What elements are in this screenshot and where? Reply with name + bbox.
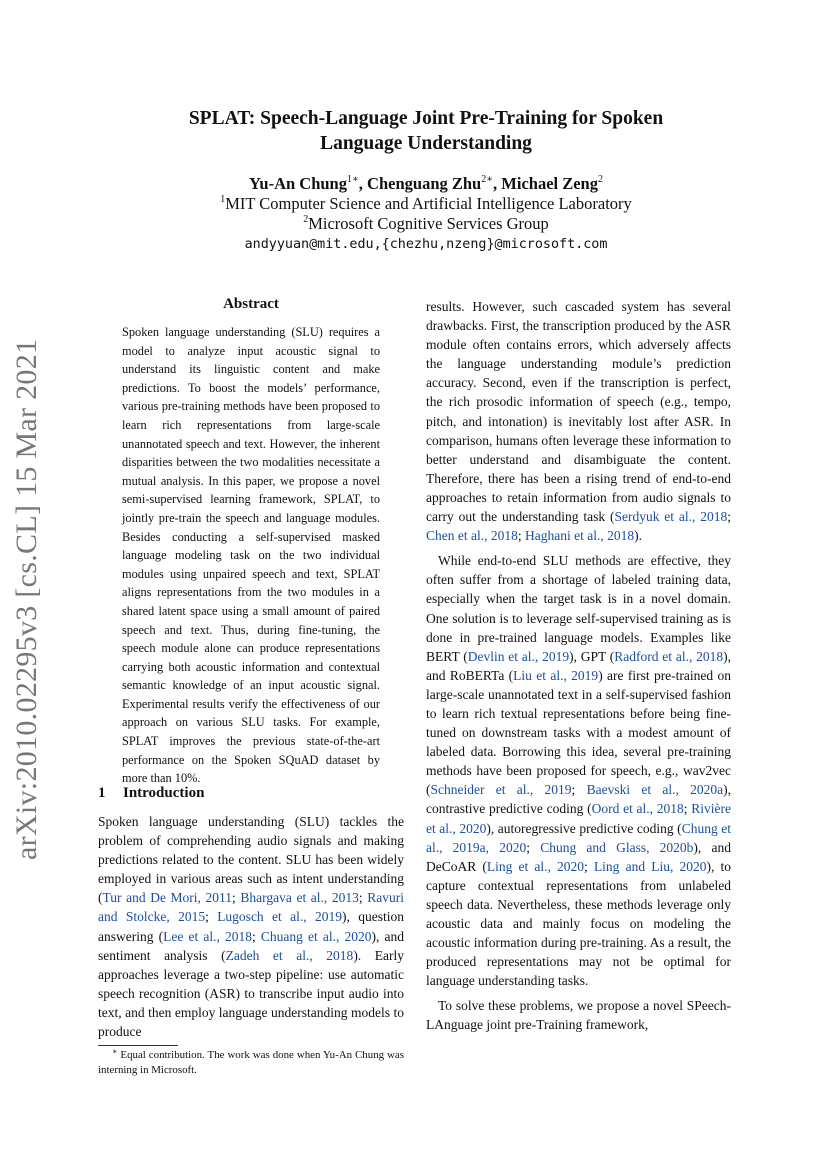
citation-link[interactable]: Serdyuk et al., 2018 [614, 509, 728, 525]
text-run: ; [251, 928, 261, 944]
author-3: Michael Zeng [501, 174, 598, 193]
section-title: Introduction [123, 785, 205, 801]
text-run: To solve these problems, we propose a novel SPeech-LAnguage joint pre-Training framework, [426, 998, 731, 1033]
citation-link[interactable]: Chung and Glass, 2020b [540, 839, 694, 855]
author-names: Yu-An Chung$^{1∗}$, Chenguang Zhu$^{2∗}$, Michael Zeng$^2$ [249, 174, 603, 193]
citation-link[interactable]: Tur and De Mori, 2011 [102, 890, 233, 906]
text-run: ; [584, 858, 594, 874]
paper-title [110, 106, 742, 156]
citation-link[interactable]: Schneider et al., 2019 [430, 782, 572, 798]
section-number: 1 [98, 785, 106, 801]
text-run: ; [683, 801, 692, 817]
text-run: ; [571, 782, 587, 798]
text-run: ), to capture contextual representations from unlabeled speech data. Nevertheless, these methods leverage only acoustic data and mainly focus on modeling the acoustic information during pre-training. As a result, the produced representations may not be optimal for language understanding tasks. [426, 858, 731, 989]
citation-link[interactable]: Oord et al., 2018 [591, 801, 684, 817]
right-paragraph-2 [426, 551, 731, 990]
citation-link[interactable]: Bhargava et al., 2013 [240, 890, 359, 906]
citation-link[interactable]: Devlin et al., 2019 [467, 648, 570, 664]
affiliation-1 [110, 194, 742, 214]
title-line-1: SPLAT: Speech-Language Joint Pre-Training for Spoken [188, 108, 664, 129]
footnote-text: Equal contribution. The work was done when Yu-An Chung was interning in Microsoft. [98, 1049, 404, 1076]
title-line-2: Language Understanding [320, 133, 532, 154]
text-run: ), and RoBERTa ( [426, 648, 731, 683]
text-run: ; [526, 839, 541, 855]
footnote-mark: ∗ [112, 1047, 118, 1056]
author-emails: andyyuan@mit.edu,{chezhu,nzeng}@microsoft.com [244, 237, 608, 252]
intro-column-left [98, 812, 404, 1041]
affiliation-2-text: Microsoft Cognitive Services Group [308, 214, 549, 233]
text-run: ). Early approaches leverage a two-step pipeline: use automatic speech recognition (ASR) to transcribe input audio into text, and then employ language understanding models to produce [98, 947, 404, 1040]
citation-link[interactable]: Chen et al., 2018 [426, 528, 518, 544]
text-run: While end-to-end SLU methods are effective, they often suffer from a shortage of labeled training data, especially when the target task is in a novel domain. One solution is to leverage self-supervised training as is done in pre-trained language models. Examples like BERT ( [426, 553, 731, 664]
author-2: Chenguang Zhu [367, 174, 482, 193]
text-run: ), contrastive predictive coding ( [426, 782, 731, 817]
text-run: ), and DeCoAR ( [426, 839, 731, 874]
citation-link[interactable]: Chung et al., 2019a, 2020 [426, 820, 731, 855]
text-run: ), GPT ( [569, 648, 615, 664]
abstract-heading: Abstract [223, 296, 279, 312]
citation-link[interactable]: Lee et al., 2018 [163, 928, 252, 944]
text-run: ; [517, 528, 525, 544]
citation-link[interactable]: Baevski et al., 2020a [586, 782, 724, 798]
footnote-rule [98, 1045, 178, 1046]
intro-paragraph-1 [98, 812, 404, 1041]
right-paragraph-1 [426, 297, 731, 545]
citation-link[interactable]: Ravuri and Stolcke, 2015 [98, 890, 404, 925]
text-run: ) are first pre-trained on large-scale unannotated text in a self-supervised fashion to learn rich textual representations before being fine-tuned on downstream tasks with a modest amount of labeled data. Borrowing this idea, several pre-training methods have been proposed for speech, e.g., wav2vec ( [426, 667, 731, 798]
right-paragraph-3 [426, 996, 731, 1034]
affiliation-2 [110, 214, 742, 234]
arxiv-identifier: arXiv:2010.02295v3 [cs.CL] 15 Mar 2021 [10, 338, 43, 860]
text-run: results. However, such cascaded system has several drawbacks. First, the transcription produced by the ASR module often contains errors, which adversely affects the language understanding module’s prediction accuracy. Second, even if the transcription is perfect, the rich prosodic information of speech (e.g., tempo, pitch, and intonation) is inevitably lost after ASR. In comparison, humans often leverage these information to better understand and disambiguate the content. Therefore, there has been a rising trend of end-to-end approaches to retain information from audio signals to carry out the understanding task ( [426, 299, 731, 525]
citation-link[interactable]: Haghani et al., 2018 [525, 528, 635, 544]
citation-link[interactable]: Zadeh et al., 2018 [225, 947, 354, 963]
text-run: ; [232, 890, 241, 906]
citation-link[interactable]: Liu et al., 2019 [513, 667, 599, 683]
author-3-mark: 2 [597, 174, 603, 185]
citation-link[interactable]: Ling and Liu, 2020 [593, 858, 707, 874]
affiliation-1-mark: 1 [220, 194, 226, 205]
text-run: ). [634, 528, 642, 544]
text-run: ; [727, 509, 731, 525]
text-run: ), and sentiment analysis ( [98, 928, 404, 963]
text-run: ), question answering ( [98, 909, 404, 944]
text-run: ), autoregressive predictive coding ( [486, 820, 682, 836]
affiliation-1-text: MIT Computer Science and Artificial Intelligence Laboratory [225, 194, 632, 213]
citation-link[interactable]: Rivière et al., 2020 [426, 801, 731, 836]
citation-link[interactable]: Radford et al., 2018 [614, 648, 724, 664]
citation-link[interactable]: Ling et al., 2020 [486, 858, 585, 874]
author-block [110, 174, 742, 255]
footnote [98, 1048, 404, 1078]
author-1-mark: 1∗ [347, 174, 359, 185]
citation-link[interactable]: Lugosch et al., 2019 [217, 909, 342, 925]
author-1: Yu-An Chung [249, 174, 347, 193]
author-2-mark: 2∗ [481, 174, 494, 185]
right-column [426, 297, 731, 1035]
section-heading-introduction [98, 785, 204, 802]
abstract-text: Spoken language understanding (SLU) requires a model to analyze input acoustic signal to understand its linguistic content and make predictions. To boost the models’ performance, various pre-training methods have been proposed to learn rich representations from large-scale unannotated speech and text. However, the inherent disparities between the two modalities necessitate a mutual analysis. In this paper, we propose a novel semi-supervised learning framework, SPLAT, to jointly pre-train the speech and language modules. Besides conducting a self-supervised masked language modeling task on the two individual modules using unpaired speech and text, SPLAT aligns representations from the two modules in a shared latent space using a small amount of paired speech and text. Thus, during fine-tuning, the speech module alone can produce representations carrying both acoustic information and contextual semantic knowledge of an input acoustic signal. Experimental results verify the effectiveness of our approach on various SLU tasks. For example, SPLAT improves the previous state-of-the-art performance on the Spoken SQuAD dataset by more than 10%. [122, 325, 380, 786]
citation-link[interactable]: Chuang et al., 2020 [260, 928, 372, 944]
affiliation-2-mark: 2 [303, 214, 309, 225]
text-run: Spoken language understanding (SLU) tackles the problem of comprehending audio signals and making predictions related to the content. SLU has been widely employed in various areas such as intent understanding ( [98, 814, 404, 906]
text-run: ; [358, 890, 368, 906]
text-run: ; [205, 909, 218, 925]
